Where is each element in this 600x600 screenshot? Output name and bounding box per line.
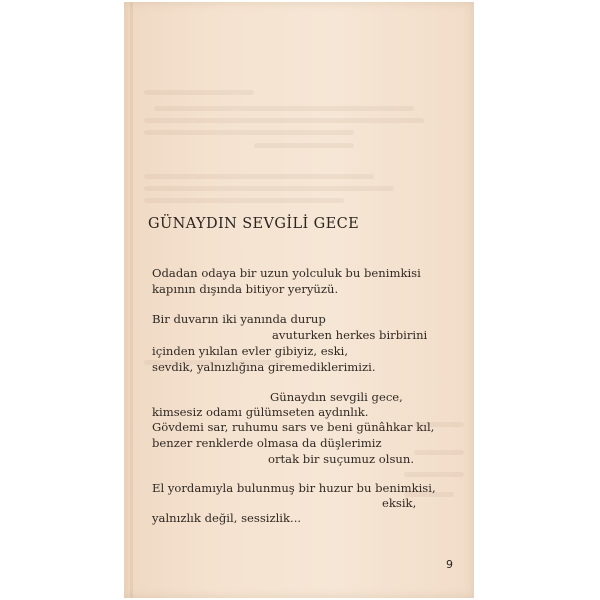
poem-line: kimsesiz odamı gülümseten aydınlık. [152,405,369,419]
book-page [124,2,474,598]
bleed-through-line [144,118,424,123]
poem-line: Bir duvarın iki yanında durup [152,312,326,326]
bleed-through-line [254,143,354,148]
poem-title: GÜNAYDIN SEVGİLİ GECE [148,216,360,232]
page-number: 9 [446,558,453,571]
bleed-through-line [144,130,354,135]
bleed-through-line [144,174,374,179]
poem-line: El yordamıyla bulunmuş bir huzur bu benimkisi, [152,481,436,495]
poem-line: yalnızlık değil, sessizlik... [152,511,302,525]
poem-line: Gövdemi sar, ruhumu sars ve beni günâhkar kıl, [152,420,435,434]
poem-line: benzer renklerde olmasa da düşlerimiz [152,436,382,450]
poem-line: Günaydın sevgili gece, [270,390,403,404]
bleed-through-line [154,106,414,111]
poem-line: içinden yıkılan evler gibiyiz, eski, [152,344,349,358]
poem-line: avuturken herkes birbirini [272,328,428,342]
poem-line: eksik, [382,496,417,510]
bleed-through-line [144,90,254,95]
bleed-through-line [414,450,464,455]
poem-line: kapının dışında bitiyor yeryüzü. [152,282,339,296]
poem-line: Odadan odaya bir uzun yolculuk bu benimkisi [152,266,421,280]
bleed-through-line [144,186,394,191]
poem-line: ortak bir suçumuz olsun. [268,452,415,466]
poem-line: sevdik, yalnızlığına giremediklerimizi. [152,360,376,374]
bleed-through-line [404,472,464,477]
bleed-through-line [144,198,344,203]
